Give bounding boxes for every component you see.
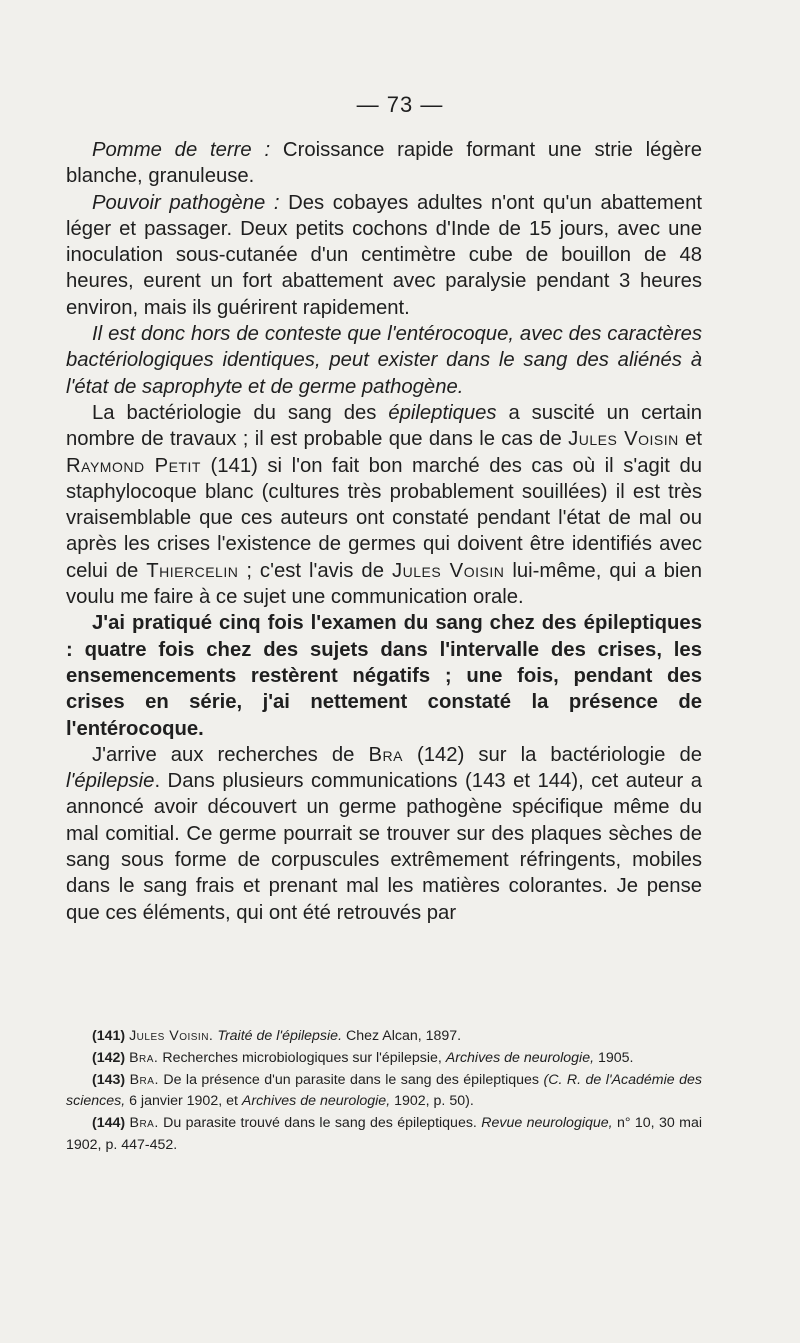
paragraph-text: Croissance rapide formant une strie légère blanche, granuleuse. [66,139,702,188]
paragraph-pouvoir-pathogene [66,190,702,321]
text-run: ; c'est l'avis de [238,559,392,582]
paragraph-text: Des cobayes adultes n'ont qu'un abattement léger et passager. Deux petits cochons d'Inde de 15 jours, avec une inoculation sous-cutanée d'un centimètre cube de bouillon de 48 heures, eurent un fort abattement avec paralysie pendant 3 heures environ, mais ils guérirent rapidement. [66,191,702,319]
text-run: (142) sur la bactériologie de [402,743,702,766]
paragraph-lead: Pouvoir pathogène : [92,191,280,214]
footnote-author: Jules Voisin. [129,1028,214,1044]
page-number: — 73 — [356,92,444,117]
paragraph-lead: Pomme de terre : [92,139,271,161]
footnote [66,1113,702,1157]
footnote-journal: Revue neurologique, [481,1115,613,1132]
paragraph-examen: J'ai pratiqué cinq fois l'examen du sang chez des épileptiques : quatre fois chez des sujets dans l'intervalle des crises, les ensemencements restèrent négatifs ; une fois, pendant des crises en série, j'ai nettement constaté la présence de l'entérocoque. [66,612,702,740]
footnote-text: Du parasite trouvé dans le sang des épileptiques. [158,1115,482,1132]
paragraph-conclusion [66,321,702,400]
footnote-number: (142) [92,1049,126,1066]
footnote-number: (143) [92,1071,126,1088]
paragraph-recherches-bra [66,742,702,926]
footnote-text: n° 10, 30 mai 1902, p. 447-452. [66,1115,702,1153]
text-run: J'arrive aux recherches de [92,743,369,766]
footnote-journal: Archives de neurologie, [241,1093,391,1110]
author-name: Jules Voisin [568,428,679,451]
footnote-author: Bra. [129,1115,159,1132]
text-run: (141) si l'on fait bon marché des cas où il s'agit du staphylocoque blanc (cultures très probablement souillées) il est très vraisemblable que ces auteurs ont constaté pendant l'état de mal ou après les crises l'existence de germes qui doivent être identifiés avec celui de [66,454,702,582]
footnote-text: Recherches microbiologiques sur l'épilepsie, [158,1049,446,1066]
paragraph-pomme-de-terre [66,137,702,190]
footnote [66,1048,702,1070]
paragraph-italic-text: Il est donc hors de conteste que l'entérocoque, avec des caractères bactériologiques identiques, peut exister dans le sang des aliénés à l'état de saprophyte et de germe pathogène. [66,323,702,398]
footnote-journal: (C. R. de l'Académie des sciences, [66,1071,702,1110]
body-text [66,137,702,926]
footnote-number: (141) [92,1028,126,1044]
footnote-text: 1905. [594,1049,634,1066]
author-name: Bra [368,743,403,766]
author-name: Raymond Petit [66,454,201,477]
footnote-text: 1902, p. 50). [390,1093,474,1110]
footnote-author: Bra. [129,1071,159,1088]
footnote-text: De la présence d'un parasite dans le sang des épileptiques [158,1071,544,1088]
footnote-title: Traité de l'épilepsie. [217,1028,343,1044]
footnote-text: 6 janvier 1902, et [125,1093,242,1110]
footnote-journal: Archives de neurologie, [445,1049,595,1066]
text-run: . Dans plusieurs communications (143 et 144), cet auteur a annoncé avoir découvert un germe pathogène spécifique même du mal comitial. Ce germe pourrait se trouver sur des plaques sèches de sang sous forme de corpuscules extrêmement réfringents, mobiles dans le sang frais et prenant mal les matières colorantes. Je pense que ces éléments, qui ont été retrouvés par [66,770,702,924]
footnote [66,1026,702,1048]
footnote-author: Bra. [129,1049,159,1066]
author-name: Thiercelin [146,559,239,582]
footnotes [66,1026,702,1157]
author-name: Jules Voisin [391,559,505,582]
footnote-number: (144) [92,1115,126,1132]
italic-run: l'épilepsie [66,770,155,793]
paragraph-bacteriologie [66,400,702,610]
footnote [66,1070,702,1114]
italic-run: épileptiques [388,401,497,424]
text-run: a suscité un certain nombre de travaux ; il est probable que dans le cas de [66,401,702,451]
text-run: lui-même, qui a bien voulu me faire à ce sujet une communication orale. [66,559,702,609]
text-run: et [678,428,702,451]
footnote-text: Chez Alcan, 1897. [342,1028,462,1044]
text-run: La bactériologie du sang des [92,401,389,424]
